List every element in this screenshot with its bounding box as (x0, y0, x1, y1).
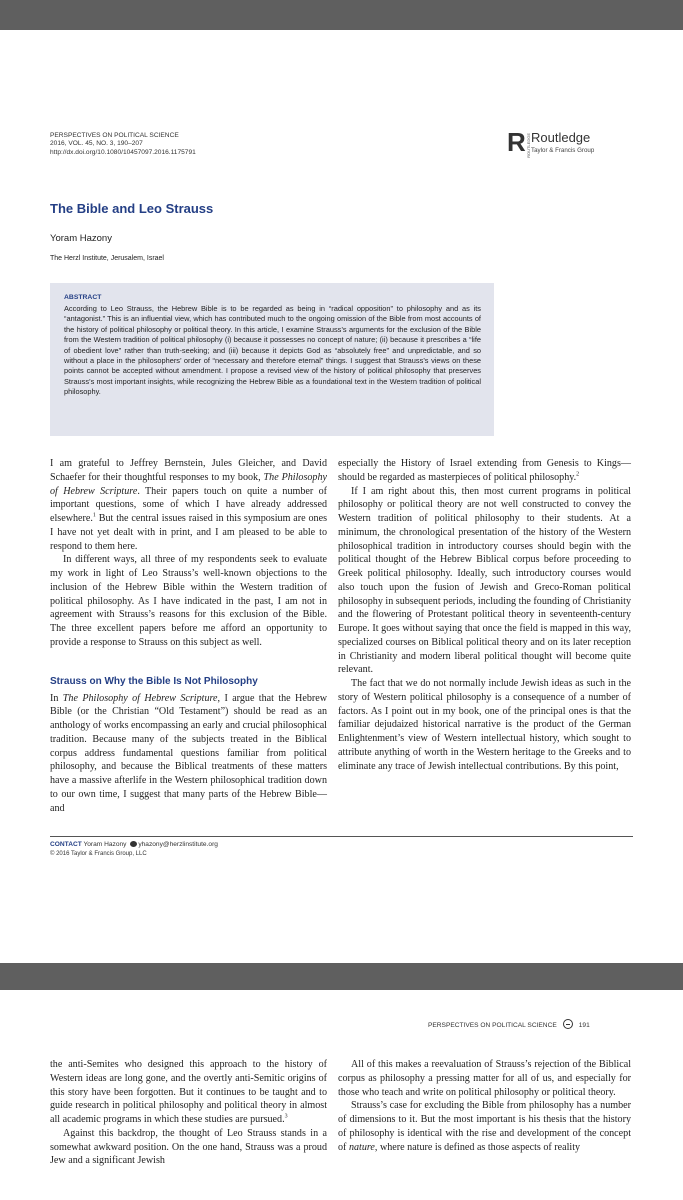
publisher-name: Routledge (531, 130, 591, 145)
article-author: Yoram Hazony (50, 233, 112, 244)
running-head-title: PERSPECTIVES ON POLITICAL SCIENCE (428, 1022, 557, 1029)
publisher-logo (507, 129, 647, 159)
routledge-logo-icon: R (507, 127, 526, 157)
page-1 (0, 30, 683, 963)
abstract-text: According to Leo Strauss, the Hebrew Bible is to be regarded as being in “radical opposition” to philosophy and as its “antagonist.” This is an influential view, which has contributed much to the ongoing omission of the Bible from most accounts of the history of political philosophy or political theory. In this article, I examine Strauss’s arguments for the exclusion of the Bible from the Western tradition of political philosophy (i) because it possesses no concept of nature; (ii) because it prescribes a “life of obedient love” rather than truth-seeking; and (iii) because it depicts God as “absolutely free” and unpredictable, and so without a place in the philosophers’ order of “necessary and therefore eternal” things. I suggest that Strauss’s views on these points cannot be accepted without amendment. I propose a revised view of the history of political philosophy that preserves Strauss’s most important insights, while recognizing the Hebrew Bible as a foundational text in the Western tradition of political philosophy. (64, 304, 481, 397)
author-affiliation: The Herzl Institute, Jerusalem, Israel (50, 255, 164, 262)
footnote-ref[interactable]: 1 (92, 512, 96, 519)
email-icon (130, 841, 137, 847)
paragraph: If I am right about this, then most current programs in political philosophy or political theory are not well constructed to convey the Western tradition of political philosophy to their students. At a minimum, the chronological presentation of the history of the Western philosophical tradition in introductory courses should begin with the political thought of the Hebrew Biblical corpus before proceeding to Greek political philosophy. Ideally, such introductory courses would also touch upon the fusion of Jewish and Greco-Roman political philosophy in subsequent periods, including the founding of Christianity and the flowering of Protestant political theory in seventeenth-century Europe. It goes without saying that once the field is mapped in this way, specialized courses on Biblical political theory and on its later reception in Christianity and modern liberal political thought will become quite relevant. (338, 485, 631, 676)
paragraph: the anti-Semites who designed this approach to the history of Western ideas are long gone, and the overtly anti-Semitic origins of this story have been forgotten. But it continues to be taught and to guide research in political philosophy and political theory in almost all academic programs in which these studies are pursued.$^3$ (50, 1059, 327, 1125)
page2-left-column (50, 1058, 327, 1168)
paragraph: Against this backdrop, the thought of Leo Strauss stands in a somewhat awkward position. On the one hand, Strauss was a proud Jew and a significant Jewish (50, 1127, 327, 1167)
abstract-heading: ABSTRACT (64, 294, 102, 301)
page2-right-column (338, 1058, 631, 1154)
journal-doi[interactable]: http://dx.doi.org/10.1080/10457097.2016.1175791 (50, 148, 196, 156)
section-heading: Strauss on Why the Bible Is Not Philosophy (50, 675, 258, 687)
publisher-vertical-text: ROUTLEDGE (526, 133, 531, 158)
contact-line (50, 840, 218, 849)
footnote-ref[interactable]: 3 (284, 1113, 288, 1120)
journal-header (50, 132, 196, 157)
paragraph: In different ways, all three of my respondents seek to evaluate my work in light of Leo Strauss’s well-known objections to the inclusion of the Hebrew Bible within the Western tradition of political philosophy. As I have indicated in the past, I am not in agreement with Strauss’s reasons for this exclusion of the Bible. The three excellent papers before me afford an opportunity to provide a response to Strauss on this subject as well. (50, 554, 327, 648)
page1-right-column (338, 457, 631, 773)
paragraph: I am grateful to Jeffrey Bernstein, Jules Gleicher, and David Schaefer for their thoughtful responses to my book, The Philosophy of Hebrew Scripture. Their papers touch on quite a number of important questions, some of which I have already addressed elsewhere.$^1$ But the central issues raised in this symposium are ones I have not yet dealt with in print, and I am pleased to be able to respond to them here. (50, 458, 328, 552)
footer-divider (50, 836, 633, 837)
paragraph: All of this makes a reevaluation of Strauss’s rejection of the Biblical corpus as philosophy a pressing matter for all of us, and especially for those who teach and write on political philosophy or political theory. (338, 1059, 631, 1098)
contact-name: Yoram Hazony (83, 841, 127, 848)
paragraph: The fact that we do not normally include Jewish ideas as such in the story of Western political philosophy is a consequence of a number of factors. As I point out in my book, one of the principal ones is that the familiar dejudaized historical narrative is the product of the German Enlightenment’s view of Western intellectual history, which sought to attribute anything of worth in the Western heritage to the Greeks and to eliminate any trace of Jewish intellectual contributions. By this point, (338, 678, 631, 772)
abstract-box (50, 283, 494, 436)
footnote-ref[interactable]: 2 (576, 471, 580, 478)
article-title: The Bible and Leo Strauss (50, 201, 214, 216)
contact-email[interactable]: yhazony@herzlinstitute.org (138, 841, 218, 848)
page1-left-column (50, 457, 327, 815)
paragraph: Strauss’s case for excluding the Bible from philosophy has a number of dimensions to it. But the most important is his thesis that the history of philosophy is identical with the rise and development of the concept of nature, where nature is defined as those aspects of reality (338, 1100, 631, 1153)
copyright: © 2016 Taylor & Francis Group, LLC (50, 851, 147, 857)
journal-name: PERSPECTIVES ON POLITICAL SCIENCE (50, 132, 179, 139)
running-head (428, 1019, 590, 1029)
contact-label: CONTACT (50, 841, 82, 848)
paragraph: especially the History of Israel extending from Genesis to Kings—should be regarded as masterpieces of political philosophy.$^2$ (338, 458, 631, 483)
open-access-circle-icon (563, 1019, 573, 1029)
paragraph: In The Philosophy of Hebrew Scripture, I argue that the Hebrew Bible (or the Christian “Old Testament”) should be read as an anthology of works encompassing an early and crucial philosophical tradition. Because many of the subjects treated in the Biblical corpus address fundamental questions familiar from political philosophy, and because the Biblical treatments of these matters have a massive afterlife in the Western philosophical tradition down to our own time, I suggest that many parts of the Hebrew Bible—and (50, 692, 327, 814)
journal-issue: 2016, VOL. 45, NO. 3, 190–207 (50, 140, 143, 148)
publisher-subtitle: Taylor & Francis Group (531, 147, 595, 154)
page-number: 191 (578, 1022, 590, 1029)
page-2 (0, 990, 683, 1200)
